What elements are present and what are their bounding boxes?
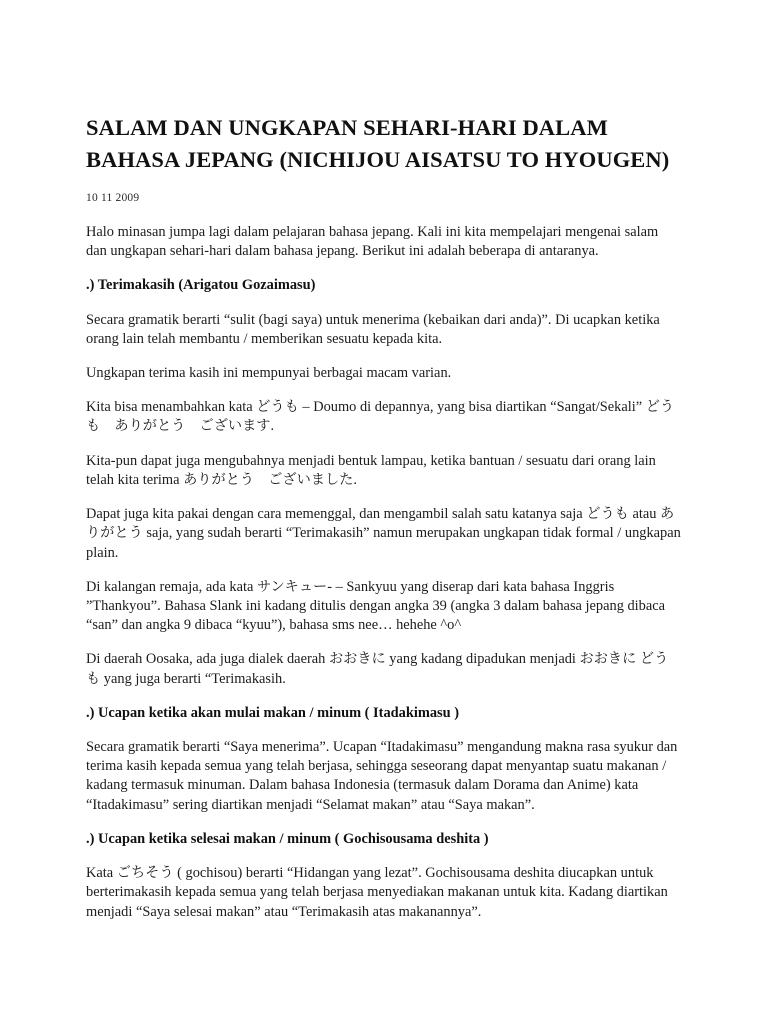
page-title: SALAM DAN UNGKAPAN SEHARI-HARI DALAM BAHASA JEPANG (NICHIJOU AISATSU TO HYOUGEN) — [86, 115, 670, 172]
paragraph-dialek-oosaka: Di daerah Oosaka, ada juga dialek daerah おおきに yang kadang dipadukan menjadi おおきに どうも yang juga berarti “Terimakasih. — [86, 651, 669, 687]
paragraph-varian: Ungkapan terima kasih ini mempunyai berbagai macam varian. — [86, 364, 452, 381]
japanese-text: どうも ありがとう ございます — [86, 399, 675, 435]
japanese-text: ごちそう — [116, 865, 174, 882]
japanese-text: ありがとう — [86, 506, 675, 542]
heading-gochisousama: .) Ucapan ketika selesai makan / minum ( Gochisousama deshita ) — [86, 830, 489, 847]
japanese-text: おおきに — [579, 651, 637, 668]
paragraph-doumo-arigatou: Kita bisa menambahkan kata どうも – Doumo di depannya, yang bisa diartikan “Sangat/Sekali” どうも ありがとう ございます. — [86, 399, 675, 435]
japanese-text: どうも — [586, 506, 629, 523]
japanese-text: おおきに — [328, 651, 386, 668]
japanese-text: どうも — [86, 651, 669, 687]
japanese-text: ありがとう ございました — [183, 471, 354, 488]
paragraph-bentuk-lampau: Kita-pun dapat juga mengubahnya menjadi bentuk lampau, ketika bantuan / sesuatu dari orang lain telah kita terima ありがとう ございました. — [86, 452, 656, 488]
publish-date: 10 11 2009 — [86, 191, 140, 204]
paragraph-sankyuu-slank: Di kalangan remaja, ada kata サンキュー- – Sankyuu yang diserap dari kata bahasa Inggris ”Thankyou”. Bahasa Slank ini kadang ditulis dengan angka 39 (angka 3 dalam bahasa jepang dibaca “san” dan angka 9 dibaca “kyuu”), bahasa sms nee… hehehe ^o^ — [86, 578, 666, 634]
paragraph-itadakimasu-penjelasan: Secara gramatik berarti “Saya menerima”. Ucapan “Itadakimasu” mengandung makna rasa syukur dan terima kasih kepada semua yang telah berjasa, sehingga seseorang dapat menyantap suatu makanan / kadang termasuk minuman. Dalam bahasa Indonesia (termasuk dalam Dorama dan Anime) kata “Itadakimasu” sering diartikan menjadi “Selamat makan” atau “Saya makan”. — [86, 739, 678, 813]
japanese-text: どうも — [256, 399, 299, 416]
paragraph-ungkapan-plain: Dapat juga kita pakai dengan cara memenggal, dan mengambil salah satu katanya saja どうも atau ありがとう saja, yang sudah berarti “Terimakasih” namun merupakan ungkapan tidak formal / ungkapan plain. — [86, 506, 681, 561]
heading-itadakimasu: .) Ucapan ketika akan mulai makan / minum ( Itadakimasu ) — [86, 704, 460, 721]
japanese-text: サンキュー — [257, 578, 328, 595]
paragraph-arti-gramatik-arigatou: Secara gramatik berarti “sulit (bagi saya) untuk menerima (kebaikan dari anda)”. Di ucapkan ketika orang lain telah membantu / memberikan sesuatu kepada kita. — [86, 311, 660, 347]
paragraph-gochisousama-penjelasan: Kata ごちそう ( gochisou) berarti “Hidangan yang lezat”. Gochisousama deshita diucapkan untuk berterimakasih kepada semua yang telah berjasa menyediakan makanan untuk kita. Kadang diartikan menjadi “Saya selesai makan” atau “Terimakasih atas makanannya”. — [86, 865, 668, 920]
intro-paragraph: Halo minasan jumpa lagi dalam pelajaran bahasa jepang. Kali ini kita mempelajari mengenai salam dan ungkapan sehari-hari dalam bahasa jepang. Berikut ini adalah beberapa di antaranya. — [86, 223, 659, 260]
document-body — [86, 223, 682, 922]
heading-terimakasih: .) Terimakasih (Arigatou Gozaimasu) — [86, 277, 316, 294]
